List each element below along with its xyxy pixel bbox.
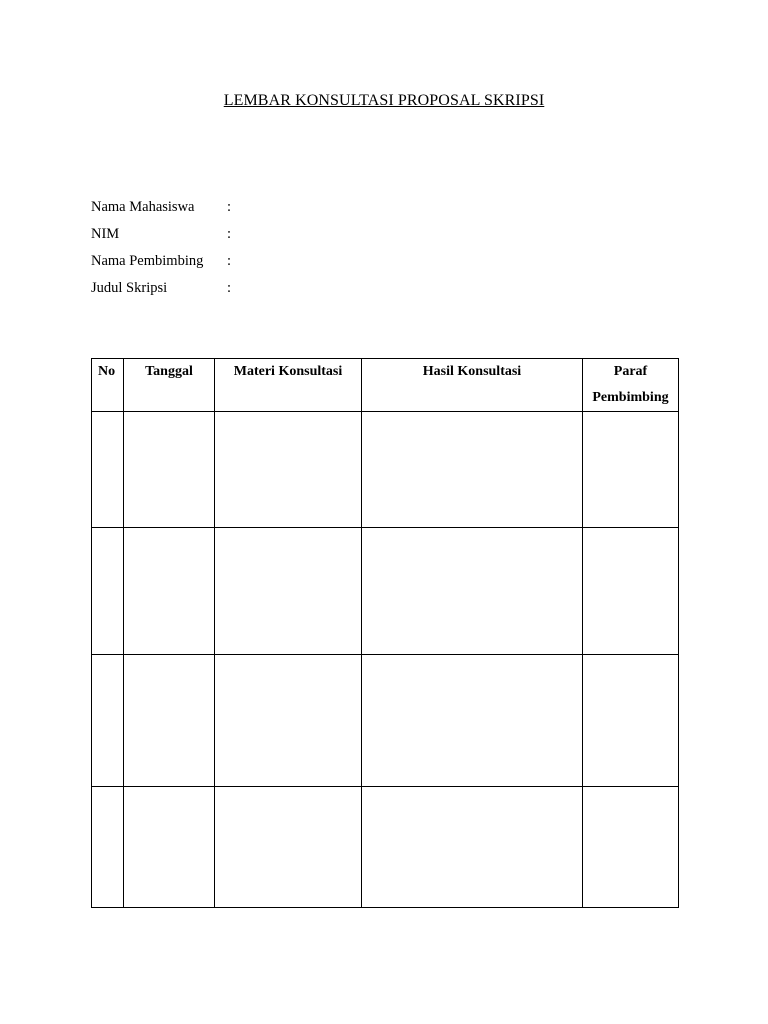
field-label: NIM	[91, 226, 120, 242]
cell-tanggal	[124, 787, 215, 908]
cell-paraf	[583, 412, 679, 528]
header-paraf-pembimbing	[583, 359, 679, 412]
cell-materi	[215, 787, 362, 908]
cell-materi	[215, 655, 362, 787]
header-materi-konsultasi: Materi Konsultasi	[215, 359, 362, 412]
cell-hasil	[362, 655, 583, 787]
field-label: Judul Skripsi	[91, 280, 168, 296]
consultation-table	[91, 358, 679, 908]
document-title: LEMBAR KONSULTASI PROPOSAL SKRIPSI	[223, 92, 545, 109]
table-row	[92, 787, 679, 908]
header-tanggal: Tanggal	[124, 359, 215, 412]
field-separator: :	[227, 253, 232, 269]
header-no: No	[92, 359, 124, 412]
header-hasil-konsultasi: Hasil Konsultasi	[362, 359, 583, 412]
cell-hasil	[362, 787, 583, 908]
cell-hasil	[362, 528, 583, 655]
cell-tanggal	[124, 528, 215, 655]
field-separator: :	[227, 199, 232, 215]
field-separator: :	[227, 226, 232, 242]
table-row	[92, 412, 679, 528]
cell-no	[92, 787, 124, 908]
table-row	[92, 528, 679, 655]
header-paraf-line1: Paraf	[613, 364, 648, 379]
cell-paraf	[583, 528, 679, 655]
cell-paraf	[583, 655, 679, 787]
cell-paraf	[583, 787, 679, 908]
field-separator: :	[227, 280, 232, 296]
cell-tanggal	[124, 412, 215, 528]
table-header-row	[92, 359, 679, 412]
header-paraf-line2: Pembimbing	[592, 390, 669, 405]
cell-materi	[215, 528, 362, 655]
table-row	[92, 655, 679, 787]
cell-no	[92, 655, 124, 787]
cell-tanggal	[124, 655, 215, 787]
field-label: Nama Mahasiswa	[91, 199, 195, 215]
cell-no	[92, 528, 124, 655]
field-label: Nama Pembimbing	[91, 253, 204, 269]
cell-no	[92, 412, 124, 528]
cell-hasil	[362, 412, 583, 528]
cell-materi	[215, 412, 362, 528]
